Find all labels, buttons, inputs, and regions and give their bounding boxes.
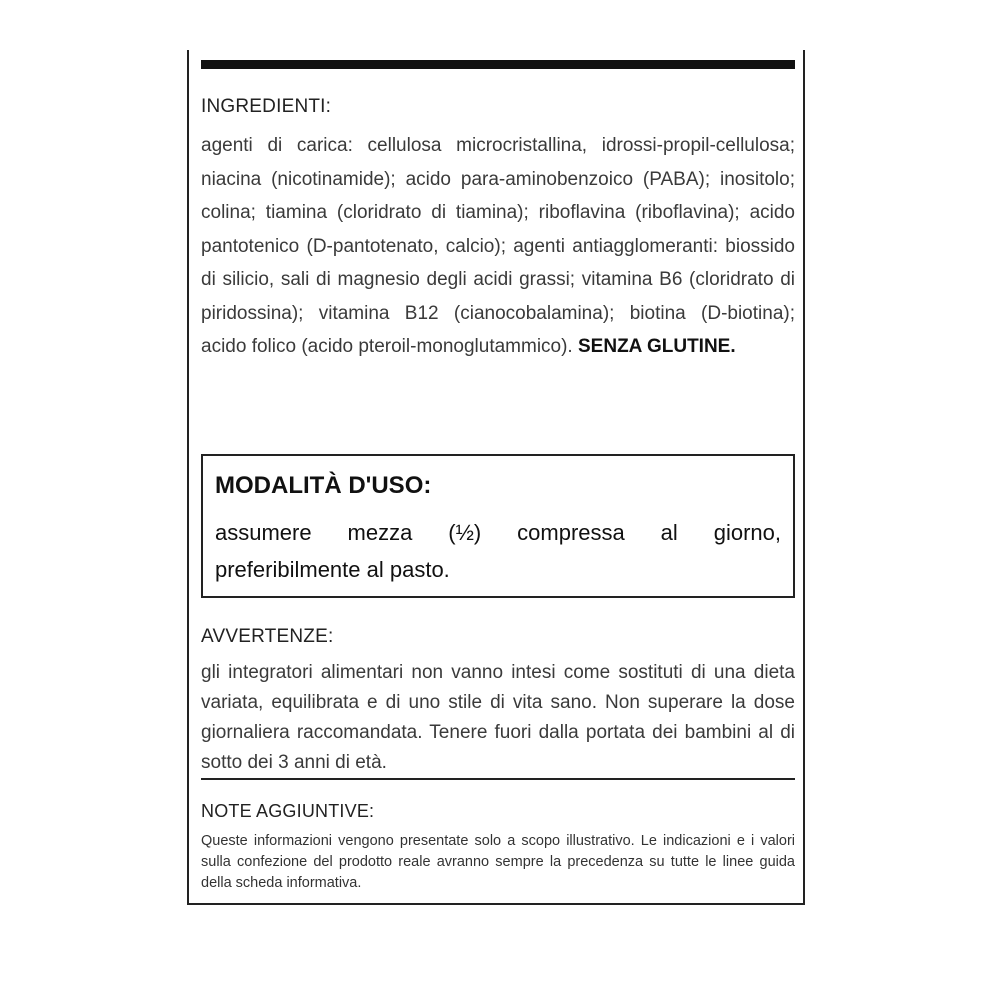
notes-divider [201,778,795,780]
notes-heading: NOTE AGGIUNTIVE: [201,801,375,821]
ingredients-text: agenti di carica: cellulosa microcristallina, idrossi-propil-cellulosa; niacina (nicotinamide); acido para-aminobenzoico (PABA); inositolo; colina; tiamina (cloridrato di tiamina); riboflavina (riboflavina); acido pantotenico (D-pantotenato, calcio); agenti antiagglomeranti: biossido di silicio, sali di magnesio degli acidi grassi; vitamina B6 (cloridrato di piridossina); vitamina B12 (cianocobalamina); biotina (D-biotina); acido folico (acido pteroil-monoglutammico). [201,135,795,357]
warnings-text: gli integratori alimentari non vanno intesi come sostituti di una dieta variata, equilibrata e di uno stile di vita sano. Non superare la dose giornaliera raccomandata. Tenere fuori dalla portata dei bambini al di sotto dei 3 anni di età. [201,662,795,773]
usage-box [201,454,795,598]
notes-text: Queste informazioni vengono presentate solo a scopo illustrativo. Le indicazioni e i valori sulla confezione del prodotto reale avranno sempre la precedenza su tutte le linee guida della scheda informativa. [201,833,795,891]
usage-heading: MODALITÀ D'USO: [215,472,432,499]
product-label-panel [187,50,805,905]
ingredients-text-block [201,129,795,364]
ingredients-heading: INGREDIENTI: [201,96,332,117]
top-divider-bar [201,60,795,69]
gluten-free-note: SENZA GLUTINE. [578,336,736,357]
usage-text: assumere mezza (½) compressa al giorno, preferibilmente al pasto. [215,520,781,582]
warnings-heading: AVVERTENZE: [201,626,334,647]
